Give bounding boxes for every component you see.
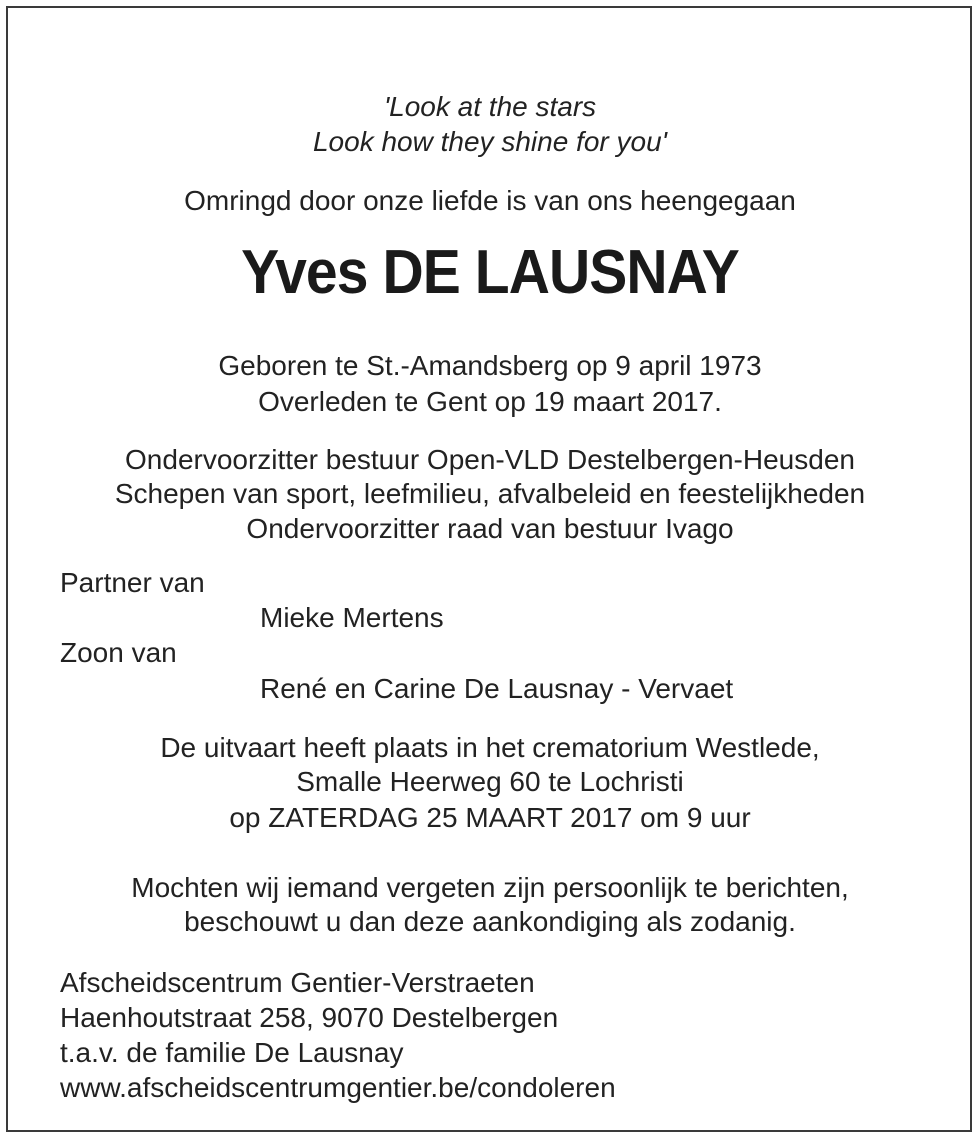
- notice-line: beschouwt u dan deze aankondiging als zodanig.: [184, 906, 796, 937]
- partner-name: Mieke Mertens: [260, 602, 444, 633]
- function-line: Ondervoorzitter raad van bestuur Ivago: [246, 513, 734, 544]
- funeral-line: De uitvaart heeft plaats in het crematorium Westlede,: [160, 732, 820, 763]
- funeral-line: Smalle Heerweg 60 te Lochristi: [296, 766, 684, 797]
- parents-names: René en Carine De Lausnay - Vervaet: [260, 673, 734, 704]
- quote-line-2: Look how they shine for you': [312, 126, 667, 157]
- contact-line: Afscheidscentrum Gentier-Verstraeten: [60, 967, 535, 998]
- condolence-link[interactable]: www.afscheidscentrumgentier.be/condoleren: [60, 1072, 616, 1103]
- death-info: Overleden te Gent op 19 maart 2017.: [258, 386, 722, 417]
- birth-info: Geboren te St.-Amandsberg op 9 april 1973: [218, 350, 762, 381]
- deceased-name: Yves DE LAUSNAY: [241, 238, 739, 307]
- function-line: Ondervoorzitter bestuur Open-VLD Destelbergen-Heusden: [125, 444, 855, 475]
- notice-line: Mochten wij iemand vergeten zijn persoonlijk te berichten,: [131, 872, 849, 903]
- contact-line: t.a.v. de familie De Lausnay: [60, 1037, 404, 1068]
- funeral-line: op ZATERDAG 25 MAART 2017 om 9 uur: [229, 802, 751, 833]
- contact-line: Haenhoutstraat 258, 9070 Destelbergen: [60, 1002, 559, 1033]
- quote-line-1: 'Look at the stars: [383, 91, 597, 122]
- intro-text: Omringd door onze liefde is van ons heengegaan: [184, 185, 796, 216]
- partner-label: Partner van: [60, 567, 205, 598]
- function-line: Schepen van sport, leefmilieu, afvalbeleid en feestelijkheden: [114, 478, 866, 509]
- son-label: Zoon van: [60, 637, 177, 668]
